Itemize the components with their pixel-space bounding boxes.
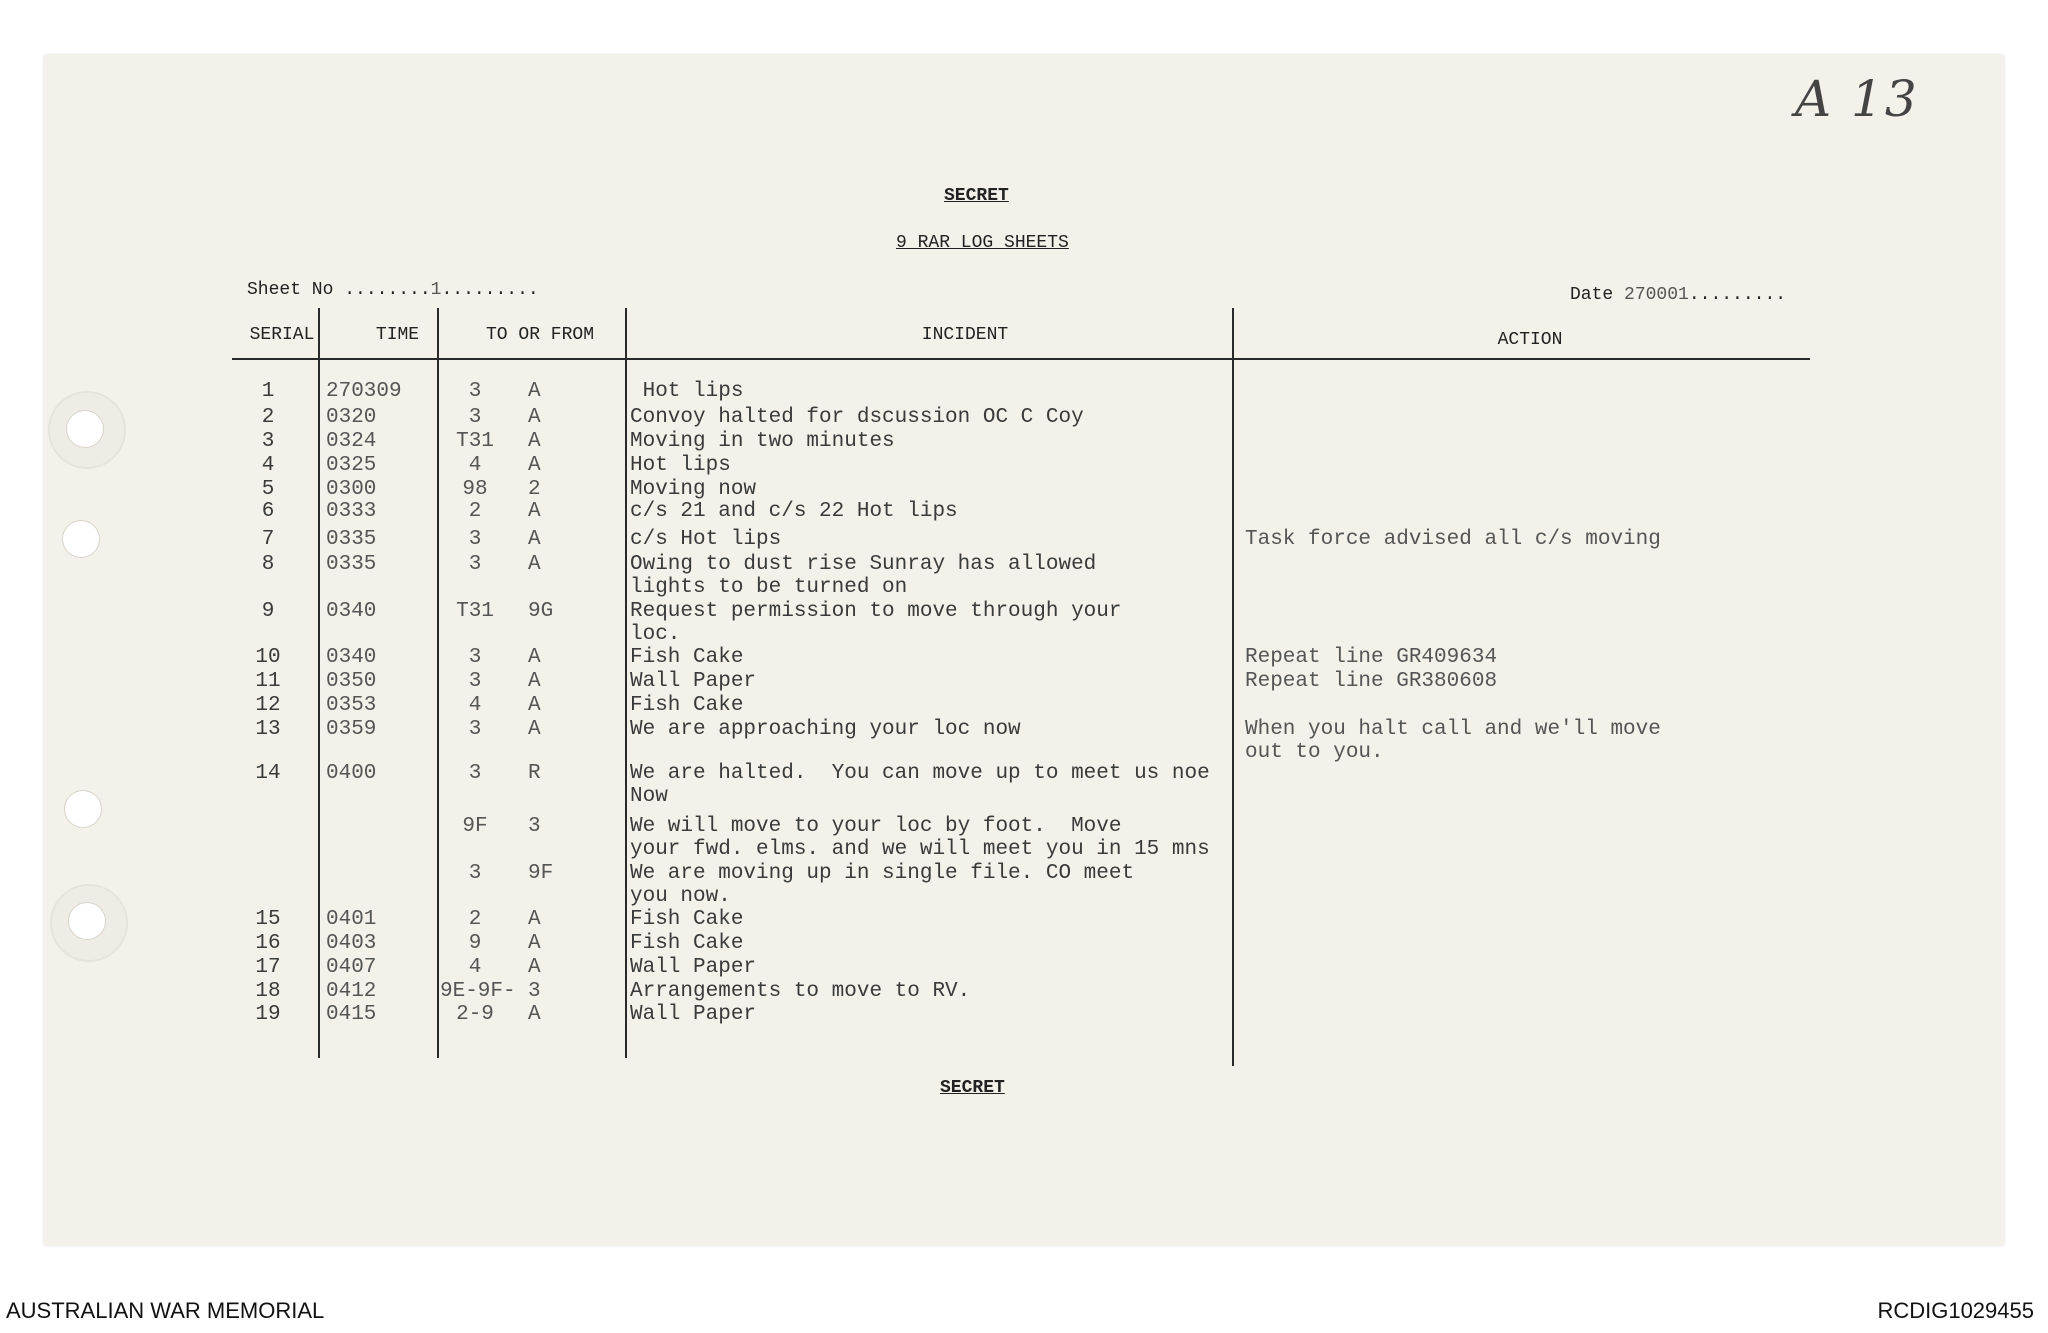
row-to: 3 [468, 862, 482, 885]
row-time: 0403 [326, 932, 377, 955]
row-to: 4 [468, 694, 482, 717]
column-header-serial: SERIAL [249, 325, 315, 345]
row-incident: Wall Paper [630, 1003, 757, 1026]
row-time: 0320 [326, 406, 377, 429]
row-time: 0412 [326, 980, 377, 1003]
row-action: Repeat line GR409634 [1245, 646, 1498, 669]
row-from: A [528, 908, 541, 931]
row-from: A [528, 1003, 541, 1026]
row-serial: 11 [255, 670, 281, 693]
sheet-number [247, 280, 539, 300]
date-label: Date [1570, 285, 1614, 305]
punch-hole [68, 902, 106, 940]
row-time: 0401 [326, 908, 377, 931]
date-value: 270001 [1624, 285, 1689, 305]
row-serial: 16 [255, 932, 281, 955]
row-from: A [528, 670, 541, 693]
row-to: 2 [468, 908, 482, 931]
row-to: 3 [468, 406, 482, 429]
column-header-time: TIME [375, 325, 420, 345]
row-from: 9G [528, 600, 554, 623]
row-to: 9E-9F- [440, 980, 516, 1003]
row-from: A [528, 528, 541, 551]
row-to: 4 [468, 454, 482, 477]
row-from: 9F [528, 862, 554, 885]
row-to: 3 [468, 762, 482, 785]
row-incident: Hot lips [630, 380, 744, 403]
row-time: 0340 [326, 600, 377, 623]
row-incident: Fish Cake [630, 694, 744, 717]
footer-right: RCDIG1029455 [1877, 1298, 2034, 1323]
row-to: 3 [468, 646, 482, 669]
row-action: Repeat line GR380608 [1245, 670, 1498, 693]
row-action: Task force advised all c/s moving [1245, 528, 1661, 551]
row-serial: 8 [261, 553, 275, 576]
row-time: 0300 [326, 478, 377, 501]
column-header-action: ACTION [1497, 330, 1563, 350]
row-time: 0335 [326, 553, 377, 576]
row-time: 0340 [326, 646, 377, 669]
row-to: 2-9 [456, 1003, 494, 1026]
row-time: 0325 [326, 454, 377, 477]
footer-left: AUSTRALIAN WAR MEMORIAL [6, 1298, 325, 1323]
row-from: A [528, 694, 541, 717]
row-from: A [528, 956, 541, 979]
row-incident: Moving in two minutes [630, 430, 895, 453]
classification-bottom: SECRET [940, 1078, 1005, 1098]
row-serial: 1 [261, 380, 275, 403]
row-serial: 15 [255, 908, 281, 931]
row-serial: 6 [261, 500, 275, 523]
punch-hole [64, 790, 102, 828]
row-to: T31 [456, 600, 494, 623]
row-to: 4 [468, 956, 482, 979]
row-serial: 17 [255, 956, 281, 979]
column-header-incident: INCIDENT [921, 325, 1009, 345]
row-to: 2 [468, 500, 482, 523]
col-divider-time [437, 308, 439, 1058]
row-time: 0333 [326, 500, 377, 523]
classification-top: SECRET [944, 186, 1009, 206]
row-incident: Wall Paper [630, 670, 757, 693]
row-incident: Moving now [630, 478, 757, 501]
row-incident: Convoy halted for dscussion OC C Coy [630, 406, 1084, 429]
row-incident: We will move to your loc by foot. Move your fwd. elms. and we will meet you in 15 mns [630, 815, 1210, 861]
row-incident: c/s Hot lips [630, 528, 782, 551]
row-serial: 9 [261, 600, 275, 623]
row-incident: We are approaching your loc now [630, 718, 1021, 741]
row-incident: c/s 21 and c/s 22 Hot lips [630, 500, 958, 523]
column-header-to-or-from: TO OR FROM [485, 325, 595, 345]
row-serial: 3 [261, 430, 275, 453]
col-divider-incident [1232, 308, 1234, 1066]
row-serial: 13 [255, 718, 281, 741]
row-from: A [528, 932, 541, 955]
sheet-number-dots-right: ......... [441, 280, 539, 300]
row-incident: Owing to dust rise Sunray has allowed lights to be turned on [630, 553, 1097, 599]
row-serial: 2 [261, 406, 275, 429]
row-incident: Request permission to move through your loc. [630, 600, 1122, 646]
row-to: 3 [468, 380, 482, 403]
punch-hole [66, 410, 104, 448]
handwritten-annotation: A 13 [1795, 70, 1919, 128]
col-divider-serial [318, 308, 320, 1058]
row-serial: 7 [261, 528, 275, 551]
row-incident: Fish Cake [630, 932, 744, 955]
row-to: T31 [456, 430, 494, 453]
row-from: A [528, 406, 541, 429]
row-time: 0415 [326, 1003, 377, 1026]
row-from: A [528, 500, 541, 523]
row-from: A [528, 380, 541, 403]
row-time: 0353 [326, 694, 377, 717]
row-incident: We are halted. You can move up to meet us noe Now [630, 762, 1210, 808]
row-from: A [528, 454, 541, 477]
row-to: 3 [468, 528, 482, 551]
row-serial: 4 [261, 454, 275, 477]
row-incident: Wall Paper [630, 956, 757, 979]
row-serial: 19 [255, 1003, 281, 1026]
punch-hole [62, 520, 100, 558]
row-from: A [528, 646, 541, 669]
sheet-number-value: 1 [430, 280, 442, 300]
row-time: 0335 [326, 528, 377, 551]
row-time: 270309 [326, 380, 402, 403]
row-serial: 5 [261, 478, 275, 501]
row-serial: 14 [255, 762, 281, 785]
row-to: 3 [468, 718, 482, 741]
sheet-date [1570, 285, 1786, 305]
document-title: 9 RAR LOG SHEETS [896, 233, 1069, 253]
row-from: 2 [528, 478, 541, 501]
row-incident: Fish Cake [630, 646, 744, 669]
row-from: A [528, 430, 541, 453]
row-to: 3 [468, 553, 482, 576]
sheet-number-label: Sheet No [247, 280, 334, 300]
row-incident: Arrangements to move to RV. [630, 980, 971, 1003]
row-serial: 18 [255, 980, 281, 1003]
row-time: 0324 [326, 430, 377, 453]
row-time: 0350 [326, 670, 377, 693]
header-divider [232, 358, 1810, 360]
row-to: 9 [468, 932, 482, 955]
row-serial: 10 [255, 646, 281, 669]
row-from: 3 [528, 815, 541, 838]
sheet-number-dots-left: ........ [344, 280, 431, 300]
row-action: When you halt call and we'll move out to you. [1245, 718, 1661, 764]
row-to: 98 [462, 478, 488, 501]
row-incident: We are moving up in single file. CO meet you now. [630, 862, 1135, 908]
col-divider-tofrom [625, 308, 627, 1058]
row-from: A [528, 718, 541, 741]
row-from: 3 [528, 980, 541, 1003]
row-time: 0359 [326, 718, 377, 741]
row-serial: 12 [255, 694, 281, 717]
date-dots: ......... [1688, 285, 1787, 305]
row-from: R [528, 762, 541, 785]
row-from: A [528, 553, 541, 576]
row-incident: Hot lips [630, 454, 731, 477]
row-time: 0400 [326, 762, 377, 785]
row-incident: Fish Cake [630, 908, 744, 931]
row-to: 9F [462, 815, 488, 838]
row-to: 3 [468, 670, 482, 693]
row-time: 0407 [326, 956, 377, 979]
